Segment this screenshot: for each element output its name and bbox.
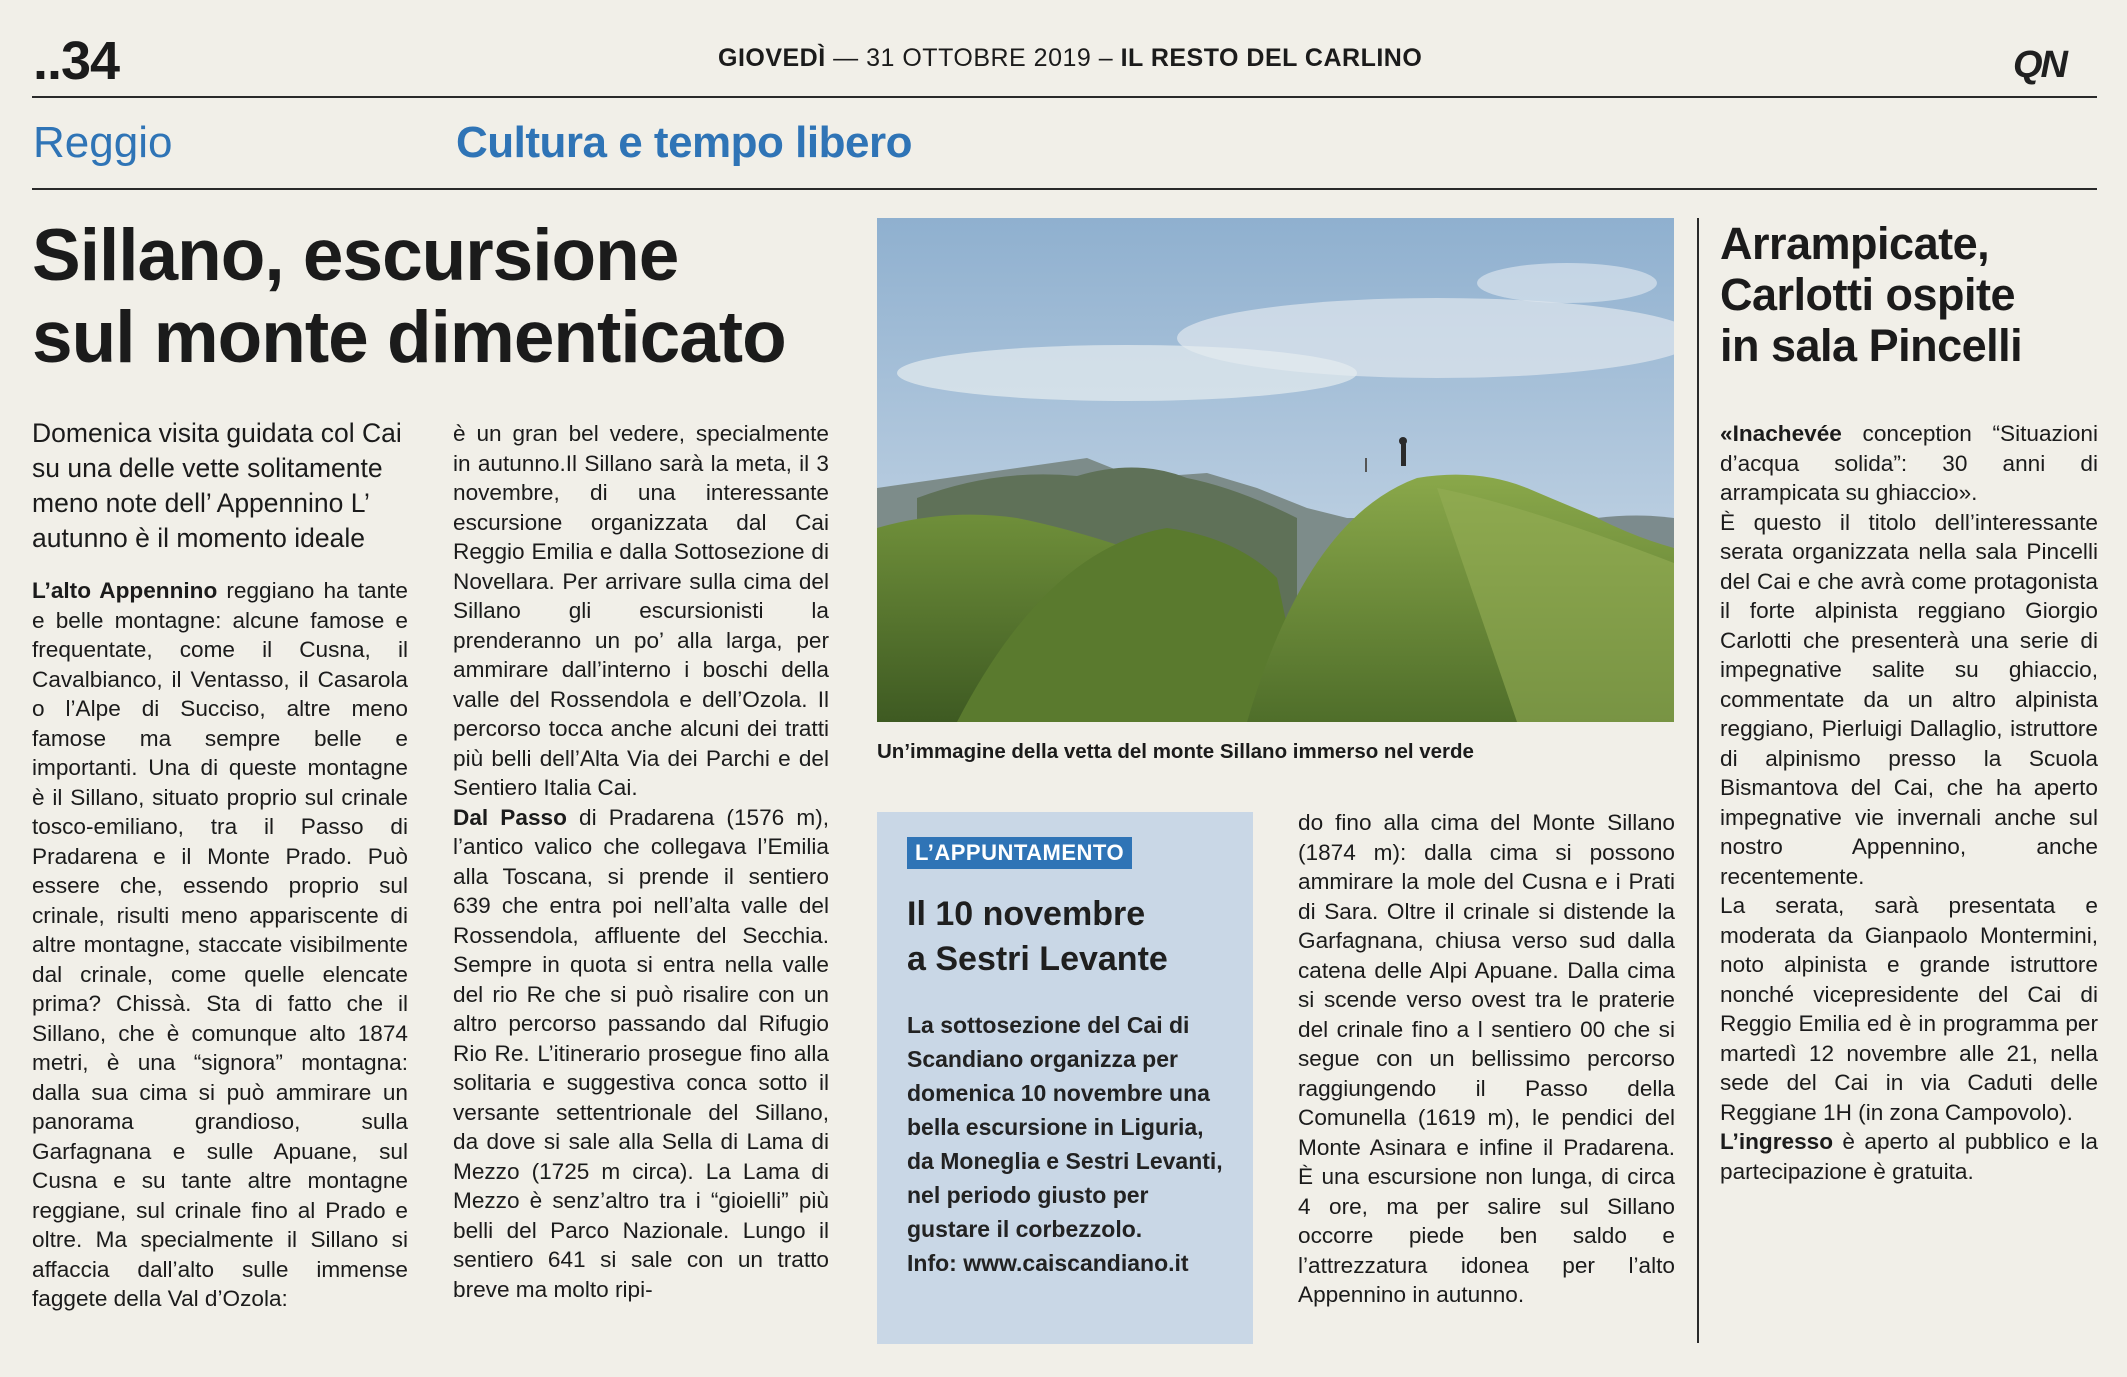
qn-logo: QN	[2013, 44, 2066, 86]
side-p2: È questo il titolo dell’interessante serata organizzata nella sala Pincelli del Cai e che avrà come protagonista il forte alpinista reggiano Giorgio Carlotti che presenterà una serie di impegnative salite su ghiaccio, commentate da un altro alpinista reggiano, Pierluigi Dallaglio, istruttore di alpinismo presso la Scuola Bismantova del Cai, che ha aperto impegnative vie invernali anche sul nostro Appennino, anche recentemente.	[1720, 509, 2098, 889]
side-p1-lead: «Inachevée	[1720, 421, 1842, 446]
appointment-body	[907, 1008, 1227, 1280]
side-p4-lead: L’ingresso	[1720, 1129, 1834, 1154]
article-column-2	[453, 419, 829, 1304]
section-city: Reggio	[33, 118, 173, 167]
article-column-3	[1298, 808, 1675, 1310]
side-headline-line-3: in sala Pincelli	[1720, 320, 2023, 371]
appointment-box	[877, 812, 1253, 1344]
masthead-date: 31 OTTOBRE 2019	[866, 44, 1092, 72]
headline-line-2: sul monte dimenticato	[32, 297, 786, 378]
section-title: Cultura e tempo libero	[456, 118, 912, 167]
appointment-title-line-2: a Sestri Levante	[907, 940, 1168, 978]
appointment-lead: La	[907, 1012, 934, 1038]
side-p4-text: è aperto al pubblico e la partecipazione è gratuita.	[1720, 1129, 2098, 1184]
masthead-dash: –	[1098, 44, 1114, 72]
masthead	[718, 44, 1422, 73]
col1-lead: L’alto Appennino	[32, 578, 218, 603]
masthead-newspaper: IL RESTO DEL CARLINO	[1120, 44, 1423, 72]
side-headline-line-2: Carlotti ospite	[1720, 269, 2016, 320]
article-deck: Domenica visita guidata col Cai su una delle vette solitamente meno note dell’ Appennino L’ autunno è il momento ideale	[32, 418, 402, 553]
side-p3: La serata, sarà presentata e moderata da Gianpaolo Montermini, noto alpinista e grande istruttore nonché vicepresidente del Cai di Reggio Emilia ed è in programma per martedì 12 novembre alle 21, nella sede del Cai in via Caduti delle Reggiane 1H (in zona Campovolo).	[1720, 893, 2098, 1125]
appointment-info: Info: www.caiscandiano.it	[907, 1250, 1189, 1276]
masthead-rule	[32, 96, 2097, 98]
article-column-1	[32, 576, 408, 1314]
photo-caption: Un’immagine della vetta del monte Sillano immerso nel verde	[877, 740, 1474, 763]
mountain-photo	[877, 218, 1674, 722]
page-number: ..34	[33, 31, 120, 91]
side-article-headline	[1720, 218, 2110, 371]
column-divider	[1697, 218, 1699, 1343]
col3-text: do fino alla cima del Monte Sillano (1874 m): dalla cima si possono ammirare la mole del Cusna e i Prati di Sara. Oltre il crinale si distende la Garfagnana, chiusa verso sud dalla catena delle Alpi Apuane. Dalla cima si scende verso ovest tra le praterie del crinale fino a l sentiero 00 che si segue con un bellissimo percorso raggiungendo il Passo della Comunella (1619 m), le pendici del Monte Asinara e infine il Pradarena. È una escursione non lunga, di circa 4 ore, ma per salire sul Sillano occorre piede ben saldo e l’attrezzatura idonea per l’alto Appennino in autunno.	[1298, 810, 1675, 1307]
mountain-photo-image	[877, 218, 1674, 722]
appointment-tag: L’APPUNTAMENTO	[907, 837, 1132, 869]
section-rule	[32, 188, 2097, 190]
appointment-title-line-1: Il 10 novembre	[907, 895, 1146, 933]
masthead-separator: —	[833, 44, 859, 72]
col2-text-2: di Pradarena (1576 m), l’antico valico che collegava l’Emilia alla Toscana, si prende il sentiero 639 che entra poi nell’alta valle del Rossendola, affluente del Secchia. Sempre in quota si entra nella valle del rio Re che si può risalire con un altro percorso passando dal Rifugio Rio Re. L’itinerario prosegue fino alla solitaria e suggestiva conca sotto il versante settentrionale del Sillano, da dove si sale alla Sella di Lama di Mezzo (1725 m circa). La Lama di Mezzo è senz’altro tra i “gioielli” più belli del Parco Nazionale. Lungo il sentiero 641 si sale con un tratto breve ma molto ripi-	[453, 804, 829, 1302]
headline-line-1: Sillano, escursione	[32, 215, 679, 296]
col2-text: è un gran bel vedere, specialmente in autunno.Il Sillano sarà la meta, il 3 novembre, di una interessante escursione organizzata dal Cai Reggio Emilia e dalla Sottosezione di Novellara. Per arrivare sulla cima del Sillano gli escursionisti la prenderanno un po’ alla larga, per ammirare dall’interno i boschi della valle del Rossendola e dell’Ozola. Il percorso tocca anche alcuni dei tratti più belli dell’Alta Via dei Parchi e del Sentiero Italia Cai.	[453, 421, 829, 800]
masthead-day: GIOVEDÌ	[718, 44, 826, 72]
side-headline-line-1: Arrampicate,	[1720, 218, 1990, 269]
col2-lead: Dal Passo	[453, 804, 567, 830]
appointment-text: sottosezione del Cai di Scandiano organizza per domenica 10 novembre una bella escursione in Liguria, da Moneglia e Sestri Levanti, nel periodo giusto per gustare il corbezzolo.	[907, 1012, 1223, 1242]
article-headline	[32, 215, 852, 379]
side-p1-text: conception “Situazioni d’acqua solida”: 30 anni di arrampicata su ghiaccio».	[1720, 421, 2098, 505]
col1-text: reggiano ha tante e belle montagne: alcune famose e frequentate, come il Cusna, il Cavalbianco, il Ventasso, il Casarola o l’Alpe di Succiso, altre meno famose ma sempre belle e importanti. Una di queste montagne è il Sillano, situato proprio sul crinale tosco-emiliano, tra il Passo di Pradarena e il Monte Prado. Può essere che, essendo proprio sul crinale, risulti meno appariscente di altre montagne, staccate visibilmente dal crinale, come quelle elencate prima? Chissà. Sta di fatto che il Sillano, che è comunque alto 1874 metri, è una “signora” montagna: dalla sua cima si può ammirare un panorama grandioso, sulla Garfagnana e sulle Apuane, sul Cusna e su tante altre montagne reggiane, sul crinale fino al Prado e oltre. Ma specialmente il Sillano si affaccia dall’alto sulle immense faggete della Val d’Ozola:	[32, 578, 408, 1311]
side-article-body	[1720, 419, 2098, 1186]
appointment-title	[907, 892, 1168, 982]
